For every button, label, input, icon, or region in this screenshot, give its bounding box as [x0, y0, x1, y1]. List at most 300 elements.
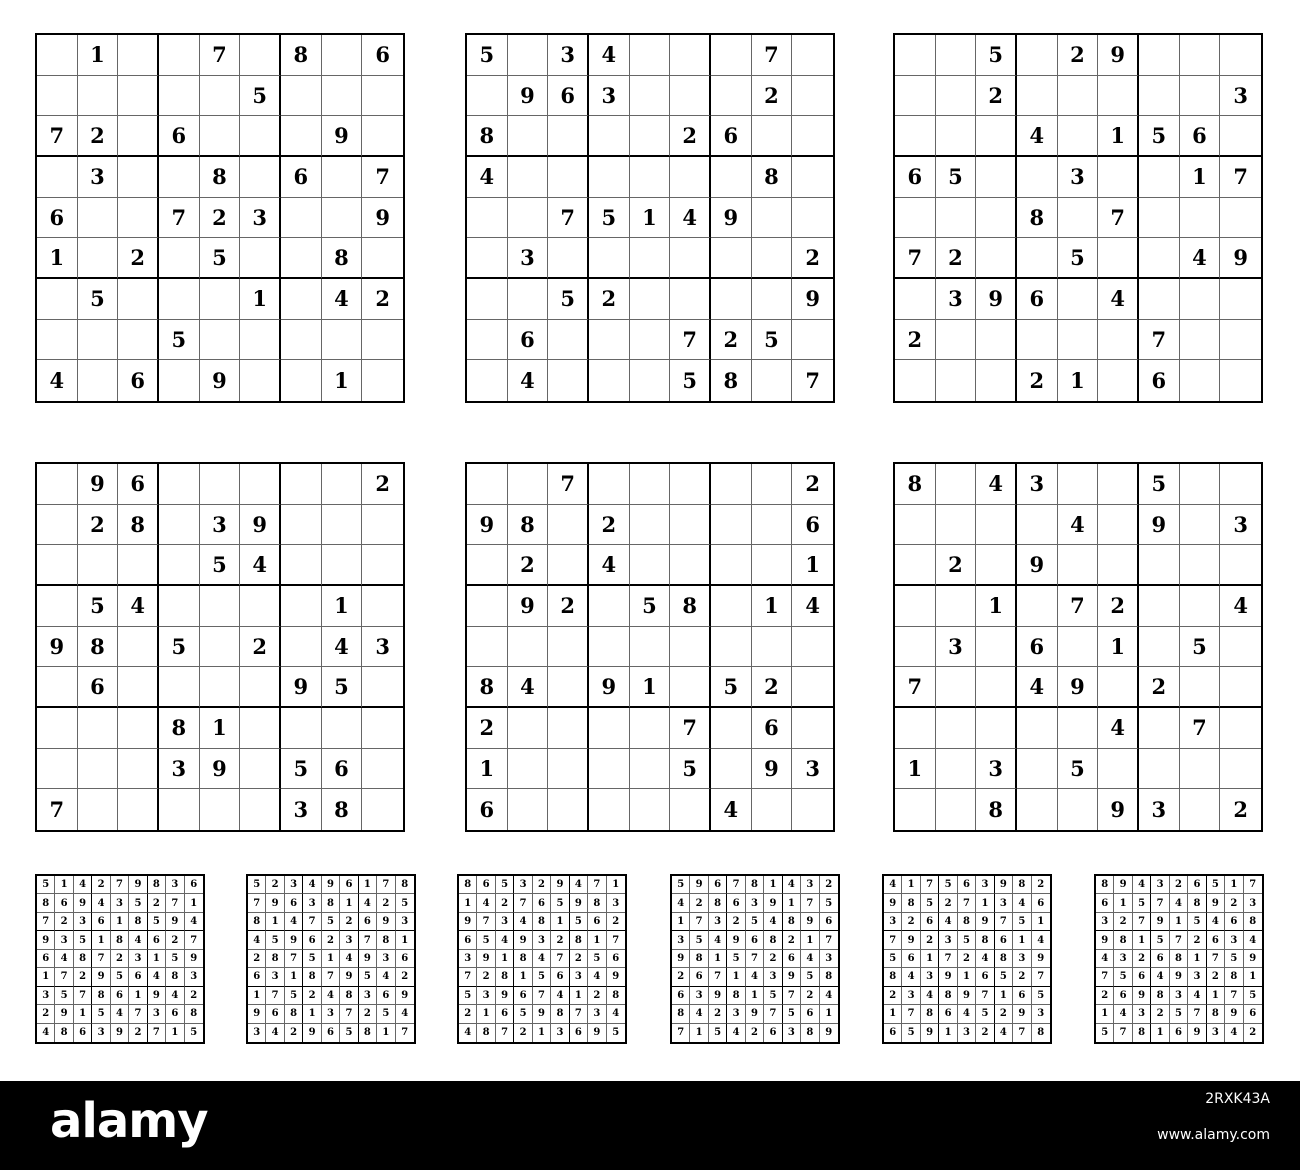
sudoku-cell: [1098, 749, 1139, 790]
sudoku-cell: 7: [1225, 987, 1243, 1005]
sudoku-cell: [1180, 360, 1221, 401]
sudoku-cell: 1: [764, 876, 782, 894]
sudoku-cell: 4: [1017, 667, 1058, 708]
sudoku-cell: [1220, 667, 1261, 708]
sudoku-cell: 6: [37, 950, 55, 968]
sudoku-cell: [467, 76, 508, 117]
sudoku-cell: 6: [118, 360, 159, 401]
sudoku-cell: [548, 789, 589, 830]
sudoku-cell: 3: [1220, 505, 1261, 546]
sudoku-cell: [118, 667, 159, 708]
sudoku-cell: 2: [1249, 1027, 1257, 1039]
sudoku-cell: [630, 627, 671, 668]
sudoku-cell: 6: [78, 667, 119, 708]
sudoku-cell: 8: [1170, 950, 1188, 968]
sudoku-cell: 7: [746, 950, 764, 968]
sudoku-cell: [159, 789, 200, 830]
sudoku-cell: 3: [508, 238, 549, 279]
sudoku-cell: 4: [37, 1024, 55, 1042]
sudoku-cell: 5: [1032, 987, 1050, 1005]
sudoku-cell: 8: [709, 894, 727, 912]
sudoku-cell: 3: [281, 789, 322, 830]
sudoku-cell: 5: [396, 894, 414, 912]
sudoku-cell: 5: [496, 876, 514, 894]
sudoku-cell: 6: [129, 968, 147, 986]
sudoku-cell: [159, 667, 200, 708]
sudoku-cell: [118, 76, 159, 117]
sudoku-cell: 9: [607, 968, 625, 986]
sudoku-cell: 7: [1096, 968, 1114, 986]
sudoku-cell: 2: [895, 320, 936, 361]
sudoku-cell: 6: [303, 931, 321, 949]
sudoku-cell: 3: [129, 950, 147, 968]
sudoku-cell: 8: [285, 1005, 303, 1023]
sudoku-cell: 5: [55, 987, 73, 1005]
sudoku-cell: [1139, 35, 1180, 76]
sudoku-cell: 5: [467, 35, 508, 76]
sudoku-cell: 9: [801, 913, 819, 931]
sudoku-cell: 7: [340, 1005, 358, 1023]
sudoku-cell: [589, 749, 630, 790]
sudoku-cell: 2: [92, 876, 110, 894]
sudoku-cell: 2: [200, 198, 241, 239]
sudoku-cell: [1220, 116, 1261, 157]
sudoku-cell: [1098, 76, 1139, 117]
sudoku-cell: 1: [884, 1005, 902, 1023]
sudoku-cell: [711, 157, 752, 198]
sudoku-cell: [322, 545, 363, 586]
sudoku-cell: 7: [1098, 198, 1139, 239]
sudoku-cell: 3: [1133, 1005, 1151, 1023]
sudoku-cell: [1139, 279, 1180, 320]
sudoku-cell: 5: [709, 1024, 727, 1042]
sudoku-cell: [1058, 708, 1099, 749]
sudoku-cell: 5: [340, 1024, 358, 1042]
sudoku-cell: 4: [248, 931, 266, 949]
sudoku-cell: 2: [467, 708, 508, 749]
sudoku-cell: 1: [1032, 913, 1050, 931]
sudoku-cell: 4: [1058, 505, 1099, 546]
sudoku-cell: 9: [248, 1005, 266, 1023]
sudoku-cell: 1: [1244, 968, 1262, 986]
sudoku-cell: [670, 76, 711, 117]
sudoku-cell: 3: [1244, 894, 1262, 912]
sudoku-cell: 3: [672, 931, 690, 949]
sudoku-cell: 2: [37, 1005, 55, 1023]
sudoku-cell: 3: [78, 157, 119, 198]
sudoku-cell: 1: [895, 749, 936, 790]
sudoku-cell: 7: [1207, 950, 1225, 968]
sudoku-cell: 3: [1151, 876, 1169, 894]
sudoku-cell: 7: [588, 876, 606, 894]
sudoku-cell: [1139, 198, 1180, 239]
sudoku-cell: 7: [37, 913, 55, 931]
sudoku-cell: [281, 76, 322, 117]
sudoku-cell: [630, 464, 671, 505]
sudoku-cell: [362, 667, 403, 708]
sudoku-cell: 6: [672, 987, 690, 1005]
sudoku-cell: [1017, 789, 1058, 830]
sudoku-cell: [281, 279, 322, 320]
sudoku-cell: [281, 198, 322, 239]
sudoku-cell: [467, 360, 508, 401]
solution-grid-4: [670, 874, 840, 1044]
sudoku-cell: 5: [820, 894, 838, 912]
sudoku-cell: 2: [1096, 987, 1114, 1005]
sudoku-cell: [1180, 667, 1221, 708]
sudoku-cell: 8: [477, 1024, 495, 1042]
sudoku-cell: [1220, 749, 1261, 790]
sudoku-cell: 8: [570, 931, 588, 949]
sudoku-cell: [281, 708, 322, 749]
sudoku-cell: 8: [958, 913, 976, 931]
sudoku-cell: 5: [672, 876, 690, 894]
sudoku-cell: [240, 667, 281, 708]
sudoku-cell: 5: [240, 76, 281, 117]
sudoku-cell: 3: [570, 968, 588, 986]
sudoku-cell: [467, 545, 508, 586]
sudoku-cell: 4: [322, 987, 340, 1005]
sudoku-cell: 6: [340, 876, 358, 894]
sudoku-cell: [37, 76, 78, 117]
sudoku-cell: [711, 545, 752, 586]
sudoku-cell: 6: [1017, 279, 1058, 320]
sudoku-cell: [976, 198, 1017, 239]
sudoku-cell: [118, 198, 159, 239]
sudoku-cell: 4: [1133, 876, 1151, 894]
sudoku-cell: 8: [281, 35, 322, 76]
sudoku-cell: 3: [396, 913, 414, 931]
sudoku-cell: [1220, 320, 1261, 361]
sudoku-cell: 5: [548, 279, 589, 320]
sudoku-cell: [362, 708, 403, 749]
sudoku-cell: [1180, 464, 1221, 505]
sudoku-cell: 3: [1013, 950, 1031, 968]
sudoku-cell: [281, 116, 322, 157]
sudoku-cell: 6: [92, 913, 110, 931]
sudoku-cell: 3: [1188, 968, 1206, 986]
sudoku-cell: 7: [607, 931, 625, 949]
sudoku-cell: 7: [1133, 913, 1151, 931]
sudoku-cell: [467, 279, 508, 320]
sudoku-cell: 4: [1151, 968, 1169, 986]
sudoku-cell: 7: [1013, 1024, 1031, 1042]
sudoku-cell: 8: [467, 667, 508, 708]
sudoku-cell: 9: [185, 950, 203, 968]
sudoku-cell: 9: [340, 968, 358, 986]
sudoku-cell: 1: [1225, 876, 1243, 894]
sudoku-cell: 5: [129, 894, 147, 912]
sudoku-cell: 5: [111, 968, 129, 986]
sudoku-cell: 9: [1133, 987, 1151, 1005]
sudoku-cell: [895, 789, 936, 830]
sudoku-cell: 1: [1207, 987, 1225, 1005]
sudoku-cell: [159, 464, 200, 505]
sudoku-cell: [752, 464, 793, 505]
sudoku-cell: 6: [55, 894, 73, 912]
sudoku-cell: 3: [1017, 464, 1058, 505]
sudoku-cell: [508, 627, 549, 668]
sudoku-cell: 4: [939, 913, 957, 931]
sudoku-cell: [1139, 586, 1180, 627]
sudoku-cell: [322, 505, 363, 546]
sudoku-cell: 4: [129, 931, 147, 949]
sudoku-cell: 7: [248, 894, 266, 912]
sudoku-cell: [1180, 505, 1221, 546]
sudoku-cell: 3: [166, 876, 184, 894]
sudoku-cell: 1: [1013, 931, 1031, 949]
sudoku-cell: 1: [746, 987, 764, 1005]
sudoku-cell: [630, 360, 671, 401]
sudoku-cell: 2: [496, 894, 514, 912]
sudoku-cell: 8: [322, 238, 363, 279]
solution-grid-5: [882, 874, 1052, 1044]
sudoku-cell: 4: [1013, 894, 1031, 912]
sudoku-cell: [118, 35, 159, 76]
sudoku-cell: 8: [690, 950, 708, 968]
sudoku-cell: 6: [1180, 116, 1221, 157]
sudoku-cell: 2: [185, 987, 203, 1005]
sudoku-cell: [589, 238, 630, 279]
sudoku-cell: 6: [266, 1005, 284, 1023]
sudoku-cell: 1: [322, 360, 363, 401]
sudoku-cell: [752, 116, 793, 157]
sudoku-cell: 7: [939, 950, 957, 968]
sudoku-cell: 3: [322, 1005, 340, 1023]
sudoku-cell: 8: [129, 913, 147, 931]
sudoku-cell: 2: [976, 76, 1017, 117]
sudoku-cell: 2: [752, 76, 793, 117]
sudoku-cell: 1: [958, 968, 976, 986]
sudoku-cell: 3: [589, 76, 630, 117]
sudoku-cell: 5: [976, 1005, 994, 1023]
sudoku-cell: [936, 708, 977, 749]
sudoku-cell: 6: [752, 708, 793, 749]
sudoku-cell: [362, 76, 403, 117]
footer-url: www.alamy.com: [1157, 1127, 1270, 1143]
sudoku-cell: 7: [672, 1024, 690, 1042]
sudoku-cell: 4: [508, 360, 549, 401]
sudoku-cell: [467, 627, 508, 668]
sudoku-cell: 9: [792, 279, 833, 320]
sudoku-cell: [200, 667, 241, 708]
sudoku-cell: 2: [248, 950, 266, 968]
sudoku-cell: [792, 157, 833, 198]
sudoku-cell: [752, 545, 793, 586]
sudoku-cell: 6: [533, 894, 551, 912]
sudoku-cell: 5: [1151, 931, 1169, 949]
sudoku-cell: 4: [118, 586, 159, 627]
sudoku-cell: 2: [752, 667, 793, 708]
sudoku-cell: [1058, 76, 1099, 117]
sudoku-cell: [1220, 198, 1261, 239]
sudoku-cell: [1098, 360, 1139, 401]
sudoku-cell: 6: [1225, 913, 1243, 931]
sudoku-cell: 3: [783, 1024, 801, 1042]
sudoku-cell: 4: [185, 913, 203, 931]
sudoku-cell: [322, 157, 363, 198]
sudoku-cell: 7: [783, 987, 801, 1005]
sudoku-cell: 7: [764, 1005, 782, 1023]
sudoku-cell: [895, 545, 936, 586]
sudoku-cell: 9: [589, 667, 630, 708]
sudoku-cell: 8: [1188, 894, 1206, 912]
sudoku-cell: [362, 238, 403, 279]
sudoku-cell: 5: [801, 968, 819, 986]
sudoku-cell: [1180, 198, 1221, 239]
sudoku-cell: 4: [995, 1024, 1013, 1042]
sudoku-cell: 8: [78, 627, 119, 668]
sudoku-cell: 4: [1170, 894, 1188, 912]
sudoku-cell: [159, 279, 200, 320]
sudoku-cell: 4: [111, 1005, 129, 1023]
sudoku-cell: [508, 35, 549, 76]
sudoku-cell: [467, 320, 508, 361]
sudoku-cell: 2: [459, 1005, 477, 1023]
sudoku-cell: 4: [1225, 1024, 1243, 1042]
sudoku-cell: 9: [396, 987, 414, 1005]
sudoku-cell: 9: [1170, 968, 1188, 986]
sudoku-cell: [589, 627, 630, 668]
sudoku-cell: [240, 464, 281, 505]
sudoku-cell: 2: [936, 545, 977, 586]
sudoku-cell: [976, 238, 1017, 279]
sudoku-cell: 9: [322, 116, 363, 157]
sudoku-cell: [895, 198, 936, 239]
sudoku-cell: [200, 320, 241, 361]
sudoku-cell: 9: [477, 950, 495, 968]
sudoku-cell: 4: [240, 545, 281, 586]
sudoku-cell: [895, 360, 936, 401]
sudoku-cell: 4: [285, 913, 303, 931]
sudoku-cell: 1: [976, 586, 1017, 627]
sudoku-cell: 9: [111, 1024, 129, 1042]
sudoku-cell: 1: [92, 931, 110, 949]
sudoku-cell: 4: [1244, 931, 1262, 949]
sudoku-cell: [792, 116, 833, 157]
sudoku-cell: [711, 505, 752, 546]
sudoku-cell: 1: [200, 708, 241, 749]
sudoku-cell: 5: [74, 931, 92, 949]
sudoku-cell: 6: [764, 1024, 782, 1042]
sudoku-cell: [118, 749, 159, 790]
sudoku-cell: [281, 464, 322, 505]
sudoku-cell: 5: [589, 198, 630, 239]
sudoku-cell: 6: [362, 35, 403, 76]
sudoku-cell: 6: [1096, 894, 1114, 912]
sudoku-cell: 8: [1244, 913, 1262, 931]
sudoku-cell: 7: [752, 35, 793, 76]
sudoku-cell: [976, 627, 1017, 668]
sudoku-cell: 6: [285, 894, 303, 912]
sudoku-cell: [240, 116, 281, 157]
sudoku-cell: 6: [939, 1005, 957, 1023]
sudoku-cell: 7: [1151, 894, 1169, 912]
sudoku-cell: 7: [533, 987, 551, 1005]
sudoku-cell: 8: [322, 894, 340, 912]
sudoku-cell: [752, 505, 793, 546]
sudoku-cell: 8: [1151, 987, 1169, 1005]
sudoku-cell: 7: [895, 238, 936, 279]
sudoku-cell: 9: [377, 913, 395, 931]
sudoku-cell: [467, 238, 508, 279]
sudoku-cell: 2: [55, 913, 73, 931]
sudoku-cell: 1: [1096, 1005, 1114, 1023]
sudoku-cell: [936, 35, 977, 76]
sudoku-cell: 9: [303, 1024, 321, 1042]
sudoku-cell: [362, 360, 403, 401]
sudoku-cell: 4: [746, 968, 764, 986]
sudoku-cell: 2: [690, 894, 708, 912]
sudoku-cell: [936, 749, 977, 790]
sudoku-cell: [936, 505, 977, 546]
sudoku-cell: 5: [1180, 627, 1221, 668]
sudoku-cell: 9: [1207, 894, 1225, 912]
sudoku-cell: 5: [939, 876, 957, 894]
sudoku-cell: 7: [801, 894, 819, 912]
sudoku-cell: 5: [514, 1005, 532, 1023]
sudoku-cell: [281, 586, 322, 627]
sudoku-cell: 3: [200, 505, 241, 546]
sudoku-cell: 3: [709, 913, 727, 931]
sudoku-cell: 8: [801, 1024, 819, 1042]
sudoku-cell: 9: [995, 876, 1013, 894]
sudoku-cell: 2: [1139, 667, 1180, 708]
puzzle-grid-6: [893, 462, 1263, 832]
sudoku-cell: [362, 789, 403, 830]
sudoku-cell: 2: [362, 279, 403, 320]
sudoku-cell: 2: [548, 586, 589, 627]
sudoku-cell: [159, 360, 200, 401]
sudoku-cell: 1: [570, 987, 588, 1005]
sudoku-cell: 6: [74, 1024, 92, 1042]
sudoku-cell: 2: [1114, 913, 1132, 931]
sudoku-cell: [976, 505, 1017, 546]
sudoku-cell: [752, 198, 793, 239]
sudoku-cell: 9: [266, 894, 284, 912]
sudoku-cell: [322, 320, 363, 361]
sudoku-cell: 6: [783, 950, 801, 968]
sudoku-cell: 2: [1225, 894, 1243, 912]
sudoku-cell: 7: [148, 1024, 166, 1042]
sudoku-cell: 6: [607, 950, 625, 968]
sudoku-cell: 7: [709, 968, 727, 986]
sudoku-cell: 8: [607, 987, 625, 1005]
sudoku-cell: 6: [477, 876, 495, 894]
sudoku-cell: 9: [166, 913, 184, 931]
sudoku-cell: 5: [1114, 968, 1132, 986]
sudoku-cell: 8: [359, 1024, 377, 1042]
sudoku-cell: 8: [1225, 968, 1243, 986]
sudoku-cell: 9: [467, 505, 508, 546]
sudoku-cell: 4: [340, 950, 358, 968]
sudoku-cell: 9: [240, 505, 281, 546]
sudoku-cell: [670, 505, 711, 546]
sudoku-cell: 5: [936, 157, 977, 198]
sudoku-cell: 9: [884, 894, 902, 912]
sudoku-cell: [118, 320, 159, 361]
sudoku-cell: 9: [200, 749, 241, 790]
sudoku-cell: 3: [496, 913, 514, 931]
sudoku-cell: [1017, 157, 1058, 198]
sudoku-cell: 6: [958, 876, 976, 894]
sudoku-cell: 7: [159, 198, 200, 239]
sudoku-cell: [1058, 789, 1099, 830]
sudoku-cell: [1220, 35, 1261, 76]
sudoku-cell: 8: [995, 950, 1013, 968]
sudoku-cell: [1017, 35, 1058, 76]
sudoku-cell: 4: [1098, 708, 1139, 749]
